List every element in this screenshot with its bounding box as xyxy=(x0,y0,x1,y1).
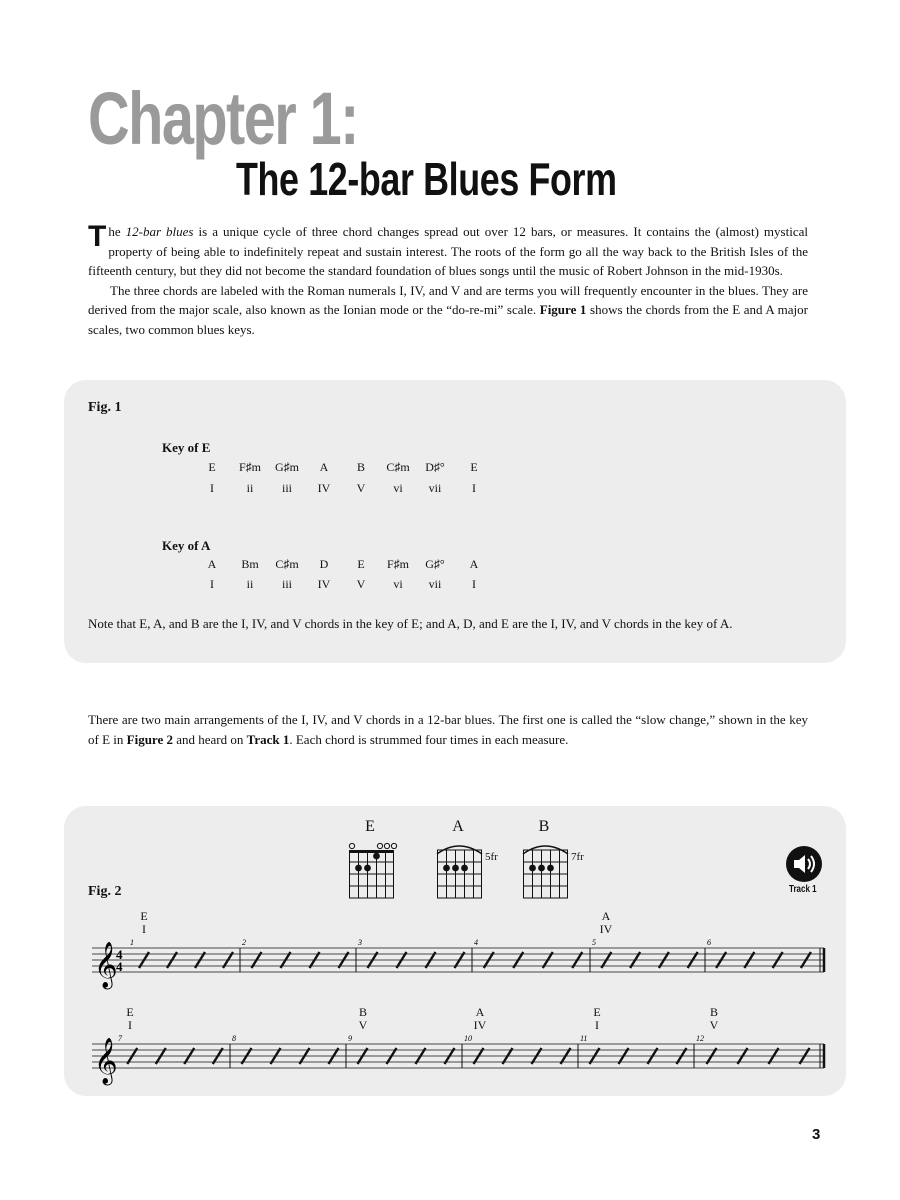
measure-number: 7 xyxy=(118,1034,122,1043)
fret-marker: 7fr xyxy=(571,851,584,863)
p2-track-ref: Track 1 xyxy=(246,731,290,747)
key-e-chord: B xyxy=(356,460,365,474)
chapter-number: Chapter 1: xyxy=(88,77,358,160)
fret-marker: 5fr xyxy=(485,851,498,863)
key-a-chord: G♯° xyxy=(425,557,445,571)
key-e-numeral: vii xyxy=(428,481,442,495)
key-a-numeral: ii xyxy=(246,577,254,591)
change-chord: B xyxy=(358,1005,367,1019)
paragraph-2 xyxy=(88,710,808,749)
change-numeral: I xyxy=(595,1018,599,1032)
measure-number: 2 xyxy=(242,938,246,947)
change-numeral: I xyxy=(128,1018,132,1032)
change-chord: E xyxy=(126,1005,134,1019)
chord-name: B xyxy=(538,818,550,835)
audio-track-icon[interactable] xyxy=(786,846,822,882)
measure-number: 8 xyxy=(232,1034,236,1043)
figure-1-note: Note that E, A, and B are the I, IV, and V chords in the key of E; and A, D, and E are the I, IV, and V chords in the key of A. xyxy=(88,616,733,631)
intro-figure-ref: Figure 1 xyxy=(539,302,587,317)
key-e-numeral: I xyxy=(210,481,214,495)
key-a-chord: E xyxy=(357,557,365,571)
chord-grid-e xyxy=(340,820,400,900)
intro-paragraph-1 xyxy=(88,222,808,281)
treble-clef: 𝄞 xyxy=(94,1038,118,1083)
chord-diagram-b xyxy=(514,820,586,900)
time-signature-top: 4 xyxy=(116,947,123,962)
key-e-chord: E xyxy=(208,460,216,474)
chord-diagram-e xyxy=(340,820,400,900)
change-label xyxy=(591,910,621,936)
key-a-chord: A xyxy=(469,557,479,571)
measure-number: 5 xyxy=(592,938,596,947)
p2-c: . Each chord is strummed four times in each measure. xyxy=(289,731,569,747)
key-e-numeral: ii xyxy=(246,481,254,495)
change-chord: E xyxy=(140,909,148,923)
intro-term: 12-bar blues xyxy=(125,224,194,239)
change-chord: E xyxy=(593,1005,601,1019)
time-signature-bottom: 4 xyxy=(116,959,123,974)
key-a-chord: A xyxy=(207,557,217,571)
change-numeral: IV xyxy=(599,922,613,936)
chord-diagram-a xyxy=(428,820,500,900)
measure-number: 10 xyxy=(464,1034,472,1043)
key-e-numeral: iii xyxy=(281,481,292,495)
key-e-title: Key of E xyxy=(162,440,211,455)
key-e-chord: C♯m xyxy=(386,460,410,474)
chord-grid-a xyxy=(428,820,488,900)
measure-number: 12 xyxy=(696,1034,704,1043)
key-a-chord: D xyxy=(319,557,329,571)
change-label xyxy=(115,1006,145,1032)
measure-number: 1 xyxy=(130,938,134,947)
key-a-chord: C♯m xyxy=(275,557,299,571)
measure-number: 11 xyxy=(580,1034,588,1043)
change-label xyxy=(348,1006,378,1032)
measure-number: 6 xyxy=(707,938,711,947)
key-e-numeral: I xyxy=(472,481,476,495)
key-a-numeral: vii xyxy=(428,577,442,591)
change-chord: A xyxy=(475,1005,485,1019)
page-number: 3 xyxy=(812,1126,821,1143)
key-a-numeral: I xyxy=(472,577,476,591)
key-e-numeral: vi xyxy=(393,481,403,495)
change-label xyxy=(699,1006,729,1032)
intro-text xyxy=(88,222,808,339)
key-a-numeral: iii xyxy=(281,577,292,591)
chapter-title: The 12-bar Blues Form xyxy=(236,153,617,205)
track-label: Track 1 xyxy=(789,884,817,895)
change-label xyxy=(582,1006,612,1032)
intro-p2-b: shows the chords from the E and A major scales, two common blues keys. xyxy=(88,302,808,337)
key-e-chord: G♯m xyxy=(275,460,299,474)
intro-p1-a: he xyxy=(108,224,126,239)
measure-number: 9 xyxy=(348,1034,352,1043)
key-a-numeral: IV xyxy=(317,577,331,591)
p2-b: and heard on xyxy=(172,731,247,747)
change-chord: B xyxy=(709,1005,718,1019)
key-a-chord: F♯m xyxy=(386,557,409,571)
chord-grid-b xyxy=(514,820,574,900)
measure-number: 3 xyxy=(358,938,362,947)
change-numeral: V xyxy=(709,1018,719,1032)
key-e-numeral: IV xyxy=(317,481,331,495)
figure-1-label: Fig. 1 xyxy=(88,400,122,415)
key-e-chord: D♯° xyxy=(425,460,445,474)
chord-name: E xyxy=(365,818,375,835)
speaker-icon xyxy=(786,846,822,882)
key-a-title: Key of A xyxy=(162,538,211,553)
treble-clef: 𝄞 xyxy=(94,942,118,987)
key-e-numeral: V xyxy=(356,481,366,495)
key-a-numeral: I xyxy=(210,577,214,591)
change-label xyxy=(465,1006,495,1032)
key-e-chord: E xyxy=(470,460,478,474)
measure-number: 4 xyxy=(474,938,478,947)
figure-2-label: Fig. 2 xyxy=(88,884,122,899)
intro-p2-a: The three chords are labeled with the Roman numerals I, IV, and V and are terms you will frequently encounter in the blues. They are derived from the major scale, also known as the Ionian mode or the “do-re-mi” scale. xyxy=(88,282,808,317)
drop-cap: T xyxy=(88,220,107,253)
key-e-chord: F♯m xyxy=(238,460,261,474)
intro-p1-b: is a unique cycle of three chord changes spread out over 12 bars, or measures. It contains the (almost) mystical property of being able to indefinitely repeat and sustain interest. The roots of the form go all the way back to the British Isles of the fifteenth century, but they did not become the standard foundation of blues songs until the music of Robert Johnson in the mid-1930s. xyxy=(88,224,808,278)
key-a-chord: Bm xyxy=(241,557,259,571)
intro-paragraph-2 xyxy=(88,281,808,340)
change-label xyxy=(129,910,159,936)
change-chord: A xyxy=(601,909,611,923)
key-e-chord: A xyxy=(319,460,329,474)
chord-name: A xyxy=(452,818,464,835)
p2-figure-ref: Figure 2 xyxy=(126,731,173,747)
key-a-numeral: V xyxy=(356,577,366,591)
change-numeral: V xyxy=(358,1018,368,1032)
key-a-numeral: vi xyxy=(393,577,403,591)
p2-a: There are two main arrangements of the I, IV, and V chords in a 12-bar blues. The first one is called the “slow change,” shown in the key of E in xyxy=(88,712,808,747)
change-numeral: I xyxy=(142,922,146,936)
change-numeral: IV xyxy=(473,1018,487,1032)
